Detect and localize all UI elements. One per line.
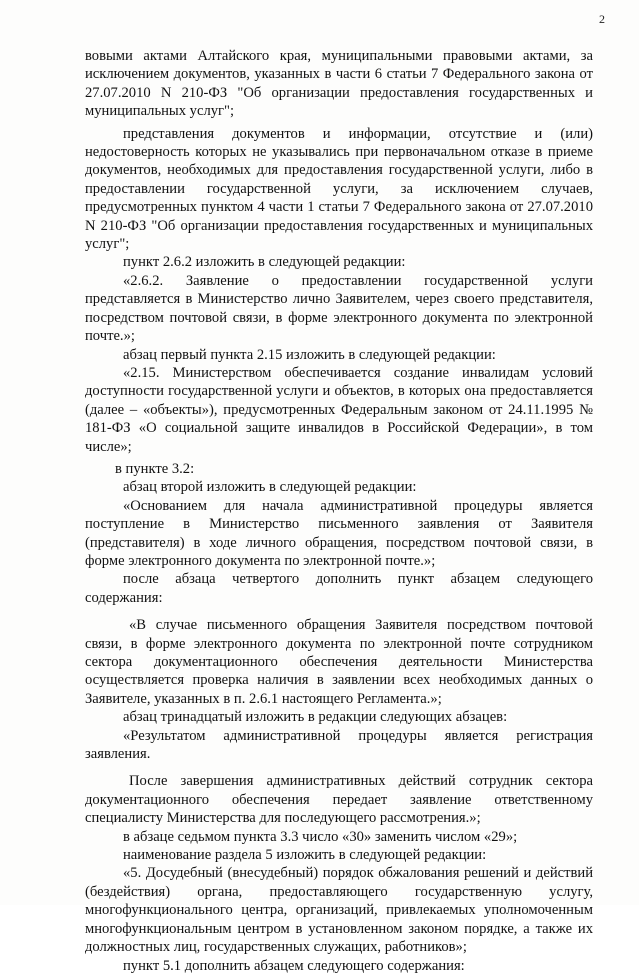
- paragraph: после абзаца четвертого дополнить пункт абзацем следующего содержания:: [85, 571, 593, 606]
- paragraph: «Основанием для начала административной процедуры является поступление в Министерство письменного заявления от Заявителя (представителя) в ходе личного обращения, посредством почтовой связи, в форме электронного документа по электронной почте.»;: [85, 497, 593, 569]
- paragraph: абзац первый пункта 2.15 изложить в следующей редакции:: [123, 346, 496, 363]
- paragraph: наименование раздела 5 изложить в следующей редакции:: [123, 847, 487, 864]
- paragraph: абзац тринадцатый изложить в редакции следующих абзацев:: [123, 709, 508, 726]
- paragraph: «2.6.2. Заявление о предоставлении государственной услуги представляется в Министерство лично Заявителем, через своего представителя, посредством почтовой связи, в форме электронного документа по электронной почте.»;: [85, 272, 593, 345]
- paragraph: «2.15. Министерством обеспечивается создание инвалидам условий доступности государственной услуги и объектов, в которых она предоставляется (далее – «объекты»), предусмотренных Федеральным законом от 24.11.1995 № 181-ФЗ «О социальной защите инвалидов в Российской Федерации», в том числе»;: [85, 364, 593, 455]
- paragraph: пункт 2.6.2 изложить в следующей редакции:: [123, 254, 406, 271]
- paragraph: представления документов и информации, отсутствие и (или) недостоверность которых не указывались при первоначальном отказе в приеме документов, необходимых для предоставления государственной услуги, либо в предоставлении государственной услуги, за исключением случаев, предусмотренных пунктом 4 части 1 статьи 7 Федерального закона от 27.07.2010 N 210-ФЗ "Об организации предоставления государственных и муниципальных услуг";: [85, 125, 593, 253]
- document-body: [85, 47, 593, 975]
- paragraph: «5. Досудебный (внесудебный) порядок обжалования решений и действий (бездействия) органа, предоставляющего государственную услугу, многофункционального центра, организаций, привлекаемых уполномоченным многофункциональным центром в установленном законом порядке, а также их должностных лиц, государственных служащих, работников»;: [85, 865, 593, 956]
- page-number: 2: [599, 12, 605, 26]
- paragraph: в абзаце седьмом пункта 3.3 число «30» заменить числом «29»;: [123, 828, 518, 845]
- paragraph: «Результатом административной процедуры является регистрация заявления.: [85, 727, 593, 763]
- paragraph: пункт 5.1 дополнить абзацем следующего содержания:: [123, 957, 465, 974]
- paragraph: «В случае письменного обращения Заявителя посредством почтовой связи, в форме электронного документа по электронной почте сотрудником сектора документационного обеспечения деятельности Министерства осуществляется проверка наличия в заявлении всех необходимых данных о Заявителе, указанных в п. 2.6.1 настоящего Регламента.»;: [85, 617, 593, 707]
- paragraph: После завершения административных действий сотрудник сектора документационного обеспечения передает заявление ответственному специалисту Министерства для последующего рассмотрения.»;: [85, 773, 593, 827]
- paragraph: абзац второй изложить в следующей редакции:: [123, 479, 417, 496]
- paragraph: вовыми актами Алтайского края, муниципальными правовыми актами, за исключением документов, указанных в части 6 статьи 7 Федерального закона от 27.07.2010 N 210-ФЗ "Об организации предоставления государственных и муниципальных услуг";: [85, 48, 593, 120]
- paragraph: в пункте 3.2:: [115, 460, 195, 477]
